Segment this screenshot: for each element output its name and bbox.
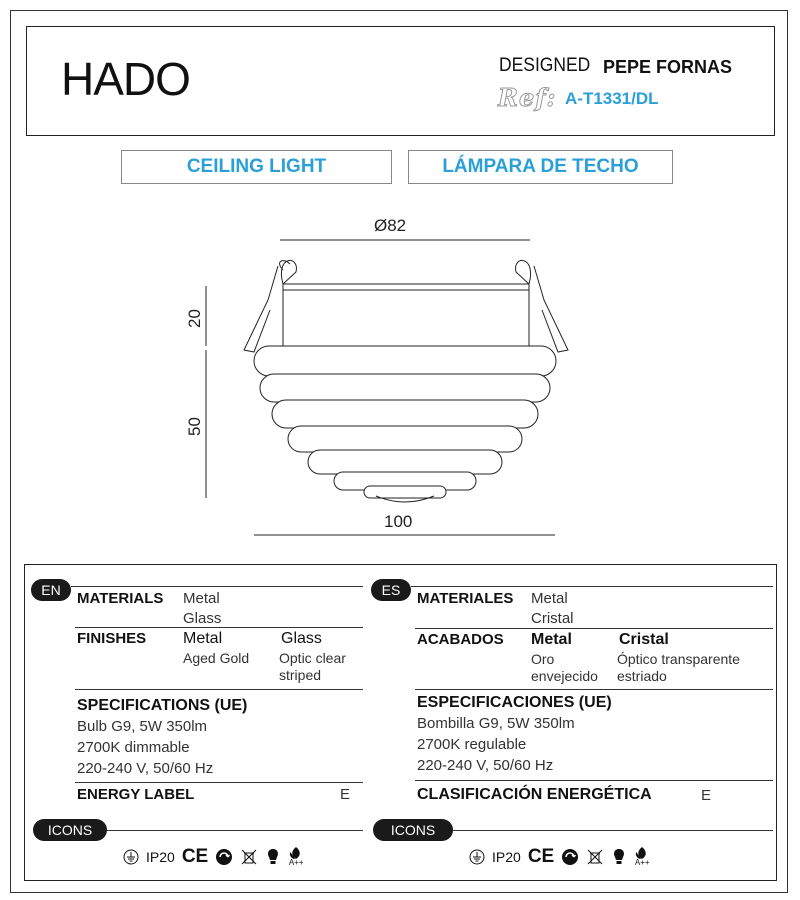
height-top-label: 20	[185, 309, 204, 328]
divider	[415, 780, 773, 781]
specs-label-es: ESPECIFICACIONES (UE)	[417, 694, 612, 711]
category-en: CEILING LIGHT	[121, 150, 392, 184]
spec-en-1: Bulb G9, 5W 350lm	[77, 718, 208, 735]
finish-glass-label-en: Glass	[281, 630, 322, 647]
earth-icon	[123, 849, 139, 865]
product-name: HADO	[61, 53, 190, 105]
height-body-label: 50	[185, 417, 204, 436]
housing	[283, 284, 529, 346]
glass-ring-4	[288, 426, 522, 452]
energy-label-es: CLASIFICACIÓN ENERGÉTICA	[417, 786, 652, 803]
ref-label: Ref:	[498, 83, 557, 112]
energy-a-plus-plus-icon: A++	[288, 847, 304, 867]
ip20-rating: IP20	[492, 849, 521, 865]
spec-es-1: Bombilla G9, 5W 350lm	[417, 715, 575, 732]
divider	[415, 689, 773, 690]
spec-es-2: 2700K regulable	[417, 736, 527, 753]
divider	[415, 628, 773, 629]
material-es-1: Metal	[531, 590, 568, 607]
divider	[75, 782, 363, 783]
glass-ring-1	[254, 346, 556, 376]
materials-label-es: MATERIALES	[417, 590, 514, 607]
energy-a-plus-plus-icon: A++	[634, 847, 650, 867]
divider	[75, 627, 363, 628]
energy-label-en: ENERGY LABEL	[77, 786, 195, 803]
icons-row-es	[469, 846, 650, 868]
dimmable-icon	[561, 848, 579, 866]
glass-ring-5	[308, 450, 502, 474]
divider	[71, 586, 363, 587]
glass-ring-3	[272, 400, 538, 428]
bulb-icon	[611, 848, 627, 866]
earth-icon	[469, 849, 485, 865]
finish-metal-label-en: Metal	[183, 630, 223, 647]
divider	[411, 586, 773, 587]
divider	[75, 689, 363, 690]
technical-drawing	[150, 200, 650, 545]
finish-metal-es-1: Oro	[531, 651, 555, 667]
spec-en-2: 2700K dimmable	[77, 739, 190, 756]
weee-bin-icon	[240, 848, 258, 866]
diameter-label: Ø82	[374, 216, 407, 235]
tag-en: EN	[31, 579, 71, 601]
ip20-rating: IP20	[146, 849, 175, 865]
ce-mark-icon: CE	[181, 846, 209, 867]
finish-metal-en: Aged Gold	[183, 650, 250, 666]
category-es: LÁMPARA DE TECHO	[408, 150, 673, 184]
icons-tag-es: ICONS	[373, 819, 453, 841]
ref-code: A-T1331/DL	[565, 89, 659, 108]
divider	[453, 830, 773, 831]
designed-label: DESIGNED	[499, 55, 591, 76]
finish-metal-label-es: Metal	[531, 631, 572, 648]
specifications-box	[24, 564, 777, 881]
material-en-1: Metal	[183, 590, 220, 607]
finishes-label-es: ACABADOS	[417, 631, 504, 648]
weee-bin-icon	[586, 848, 604, 866]
material-es-2: Cristal	[531, 610, 574, 627]
divider	[107, 830, 363, 831]
finish-metal-es-2: envejecido	[531, 668, 598, 684]
spec-es-3: 220-240 V, 50/60 Hz	[417, 757, 554, 774]
width-label: 100	[384, 512, 413, 531]
ce-mark-icon: CE	[527, 846, 555, 867]
finish-glass-es-2: estriado	[617, 668, 667, 684]
material-en-2: Glass	[183, 610, 222, 627]
spec-en-3: 220-240 V, 50/60 Hz	[77, 760, 214, 777]
finish-glass-label-es: Cristal	[619, 631, 669, 648]
header-box	[26, 26, 775, 136]
tag-es: ES	[371, 579, 411, 601]
energy-value-es: E	[701, 787, 712, 804]
bulb-icon	[265, 848, 281, 866]
dimmable-icon	[215, 848, 233, 866]
materials-label-en: MATERIALS	[77, 590, 164, 607]
finish-glass-en-1: Optic clear	[279, 650, 346, 666]
icons-tag-en: ICONS	[33, 819, 107, 841]
energy-value-en: E	[340, 786, 351, 803]
finishes-label-en: FINISHES	[77, 630, 147, 647]
finish-glass-es-1: Óptico transparente	[617, 651, 740, 667]
glass-ring-2	[260, 374, 550, 402]
specs-label-en: SPECIFICATIONS (UE)	[77, 697, 248, 714]
icons-row-en	[123, 846, 304, 868]
finish-glass-en-2: striped	[279, 667, 322, 683]
designer-name: PEPE FORNAS	[603, 57, 733, 77]
